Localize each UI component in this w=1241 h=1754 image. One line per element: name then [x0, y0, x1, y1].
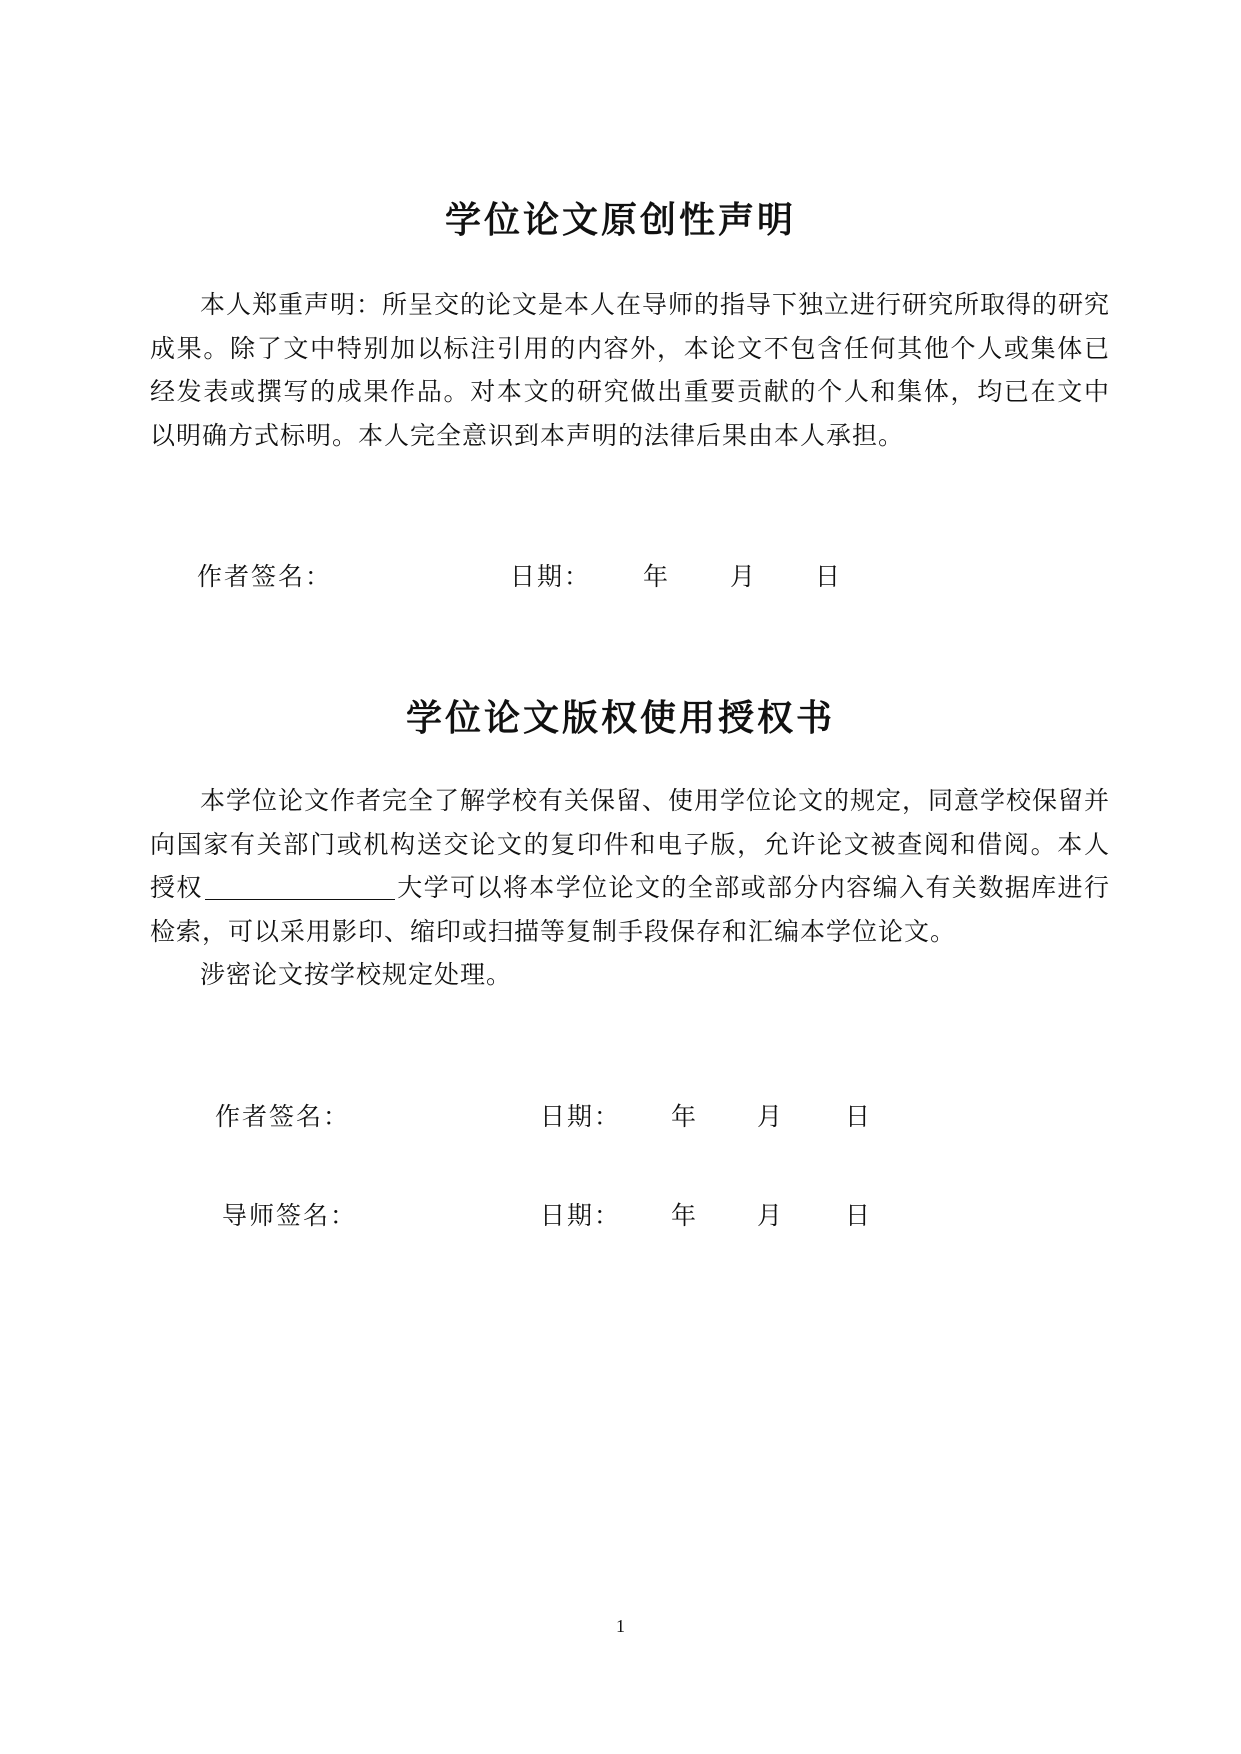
- day-label: 日: [845, 1102, 873, 1131]
- copyright-authorization-body: [150, 779, 1110, 997]
- originality-declaration-paragraph: 本人郑重声明：所呈交的论文是本人在导师的指导下独立进行研究所取得的研究成果。除了文中特别加以标注引用的内容外，本论文不包含任何其他个人或集体已经发表或撰写的成果作品。对本文的研究做出重要贡献的个人和集体，均已在文中以明确方式标明。本人完全意识到本声明的法律后果由本人承担。: [150, 290, 1111, 450]
- authorization-text-after-blank: 大学可以将本学位论文的全部或部分内容编入有关数据库进行检索，可以采用影印、缩印或扫描等复制手段保存和汇编本学位论文。: [150, 873, 1110, 946]
- year-label: 年: [671, 1102, 699, 1131]
- copyright-authorization-paragraph: [150, 779, 1110, 953]
- day-label: 日: [815, 562, 843, 591]
- month-label: 月: [730, 562, 758, 591]
- supervisor-signature-label: 导师签名：: [222, 1201, 358, 1230]
- author-signature-label: 作者签名：: [197, 562, 333, 591]
- page-number: 1: [616, 1616, 625, 1636]
- classified-thesis-note: 涉密论文按学校规定处理。: [200, 960, 513, 989]
- copyright-authorization-title: 学位论文版权使用授权书: [405, 697, 835, 739]
- year-label: 年: [643, 562, 671, 591]
- year-label: 年: [671, 1201, 699, 1230]
- day-label: 日: [845, 1201, 873, 1230]
- author-signature-label: 作者签名：: [215, 1102, 351, 1131]
- originality-declaration-body: [150, 283, 1110, 457]
- date-label: 日期：: [540, 1201, 622, 1230]
- month-label: 月: [757, 1102, 785, 1131]
- university-name-blank[interactable]: [205, 873, 395, 900]
- month-label: 月: [757, 1201, 785, 1230]
- date-label: 日期：: [510, 562, 592, 591]
- date-label: 日期：: [540, 1102, 622, 1131]
- originality-declaration-title: 学位论文原创性声明: [444, 199, 796, 241]
- authorization-text-before-blank: 本学位论文作者完全了解学校有关保留、使用学位论文的规定，同意学校保留并向国家有关部门或机构送交论文的复印件和电子版，允许论文被查阅和借阅。本人授权: [150, 786, 1111, 902]
